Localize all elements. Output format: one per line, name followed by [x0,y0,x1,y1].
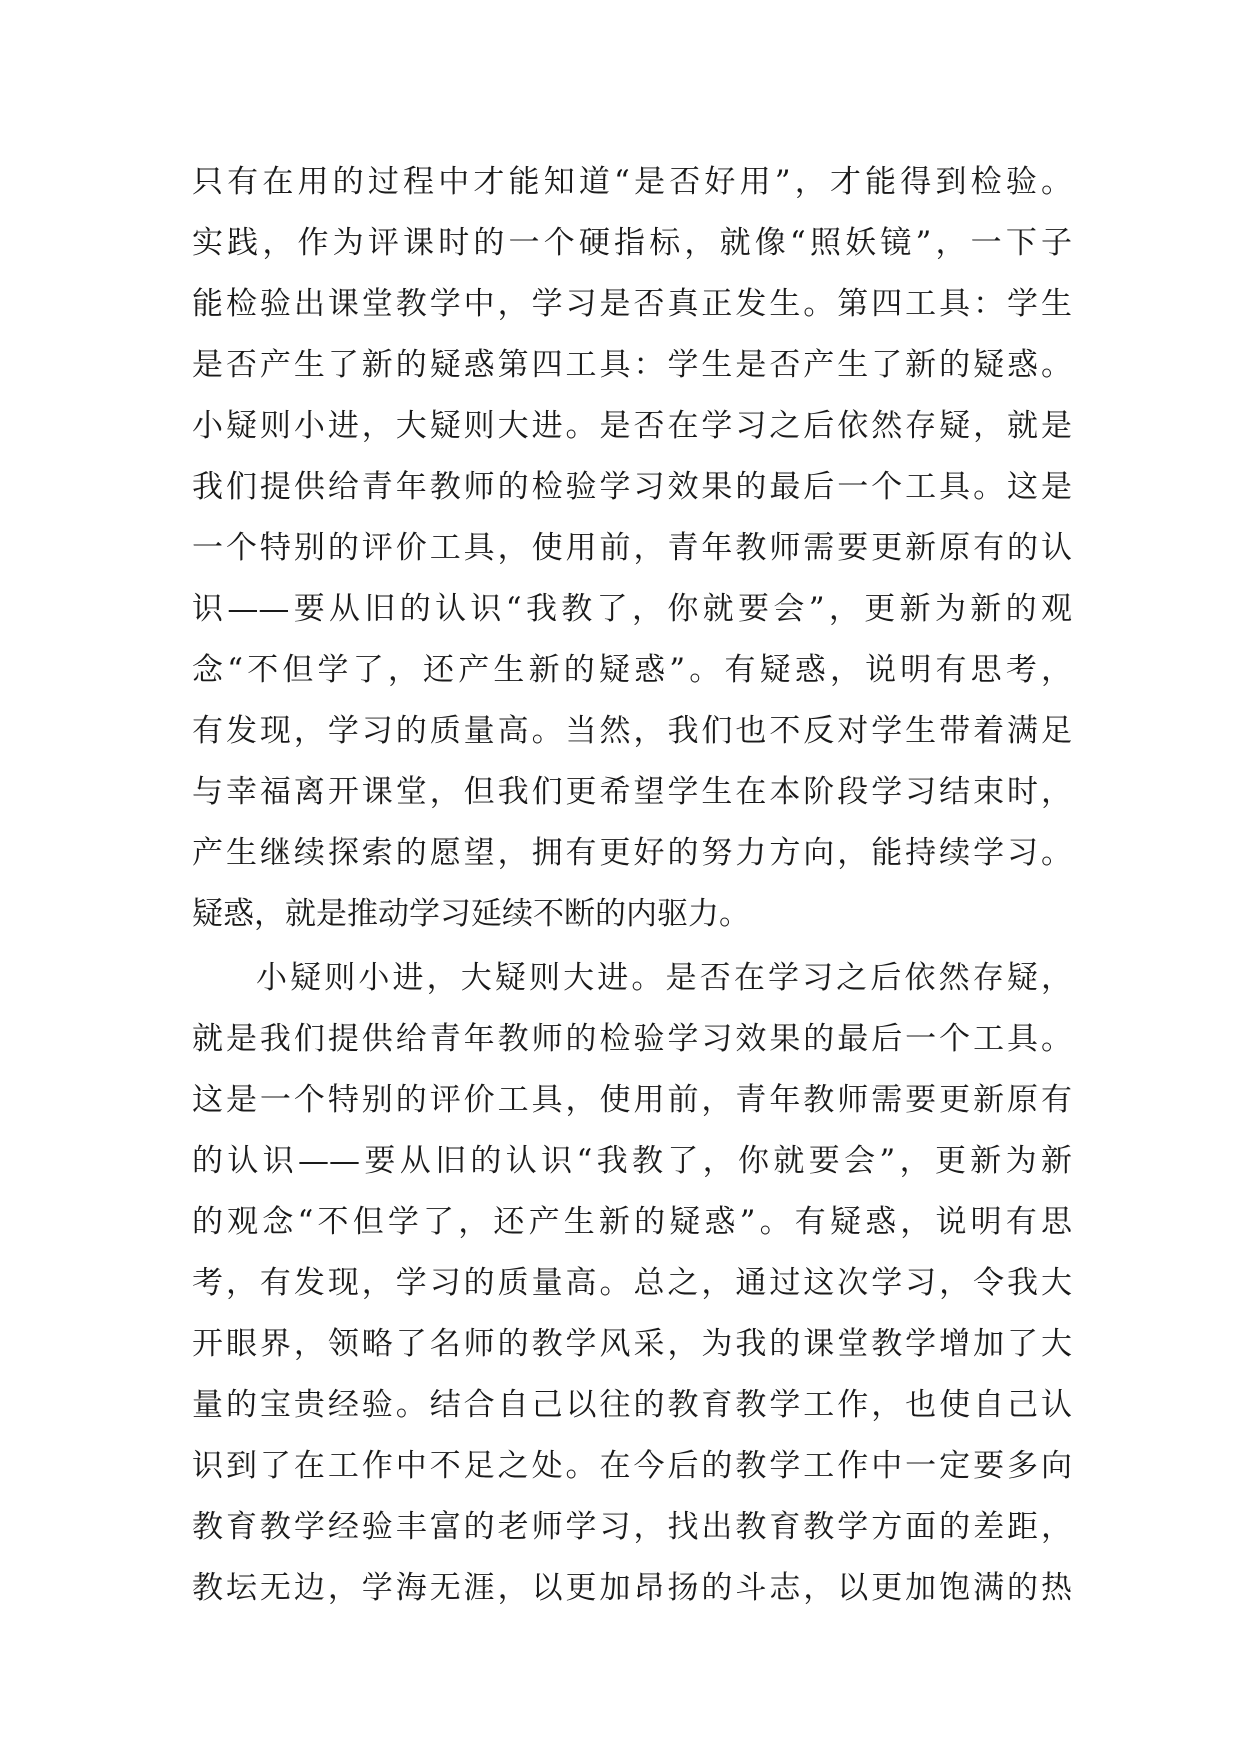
text-line: 疑惑，就是推动学习延续不断的内驱力。 [192,896,750,932]
text-line: 只有在用的过程中才能知道“是否好用”，才能得到检验。 [192,164,1072,200]
text-line: 小疑则小进，大疑则大进。是否在学习之后依然存疑， [256,960,1072,996]
text-line: 就是我们提供给青年教师的检验学习效果的最后一个工具。 [192,1021,1072,1057]
text-line: 实践，作为评课时的一个硬指标，就像“照妖镜”，一下子 [192,225,1072,261]
text-line: 的观念“不但学了，还产生新的疑惑”。有疑惑，说明有思 [192,1204,1072,1240]
text-line: 的认识——要从旧的认识“我教了，你就要会”，更新为新 [192,1143,1072,1179]
text-line: 有发现，学习的质量高。当然，我们也不反对学生带着满足 [192,713,1072,749]
document-body [192,152,1072,1619]
text-line: 量的宝贵经验。结合自己以往的教育教学工作，也使自己认 [192,1387,1072,1423]
text-line: 识到了在工作中不足之处。在今后的教学工作中一定要多向 [192,1448,1072,1484]
text-line: 开眼界，领略了名师的教学风采，为我的课堂教学增加了大 [192,1326,1072,1362]
text-line: 考，有发现，学习的质量高。总之，通过这次学习，令我大 [192,1265,1072,1301]
text-line: 教育教学经验丰富的老师学习，找出教育教学方面的差距， [192,1509,1072,1545]
text-line: 我们提供给青年教师的检验学习效果的最后一个工具。这是 [192,469,1072,505]
paragraph [192,948,1072,1619]
text-line: 教坛无边，学海无涯，以更加昂扬的斗志，以更加饱满的热 [192,1570,1072,1606]
text-line: 与幸福离开课堂，但我们更希望学生在本阶段学习结束时， [192,774,1072,810]
text-line: 是否产生了新的疑惑第四工具：学生是否产生了新的疑惑。 [192,347,1072,383]
text-line: 识——要从旧的认识“我教了，你就要会”，更新为新的观 [192,591,1072,627]
text-line: 这是一个特别的评价工具，使用前，青年教师需要更新原有 [192,1082,1072,1118]
text-line: 一个特别的评价工具，使用前，青年教师需要更新原有的认 [192,530,1072,566]
paragraph [192,152,1072,945]
text-line: 念“不但学了，还产生新的疑惑”。有疑惑，说明有思考， [192,652,1072,688]
text-line: 小疑则小进，大疑则大进。是否在学习之后依然存疑，就是 [192,408,1072,444]
text-line: 能检验出课堂教学中，学习是否真正发生。第四工具：学生 [192,286,1072,322]
text-line: 产生继续探索的愿望，拥有更好的努力方向，能持续学习。 [192,835,1072,871]
